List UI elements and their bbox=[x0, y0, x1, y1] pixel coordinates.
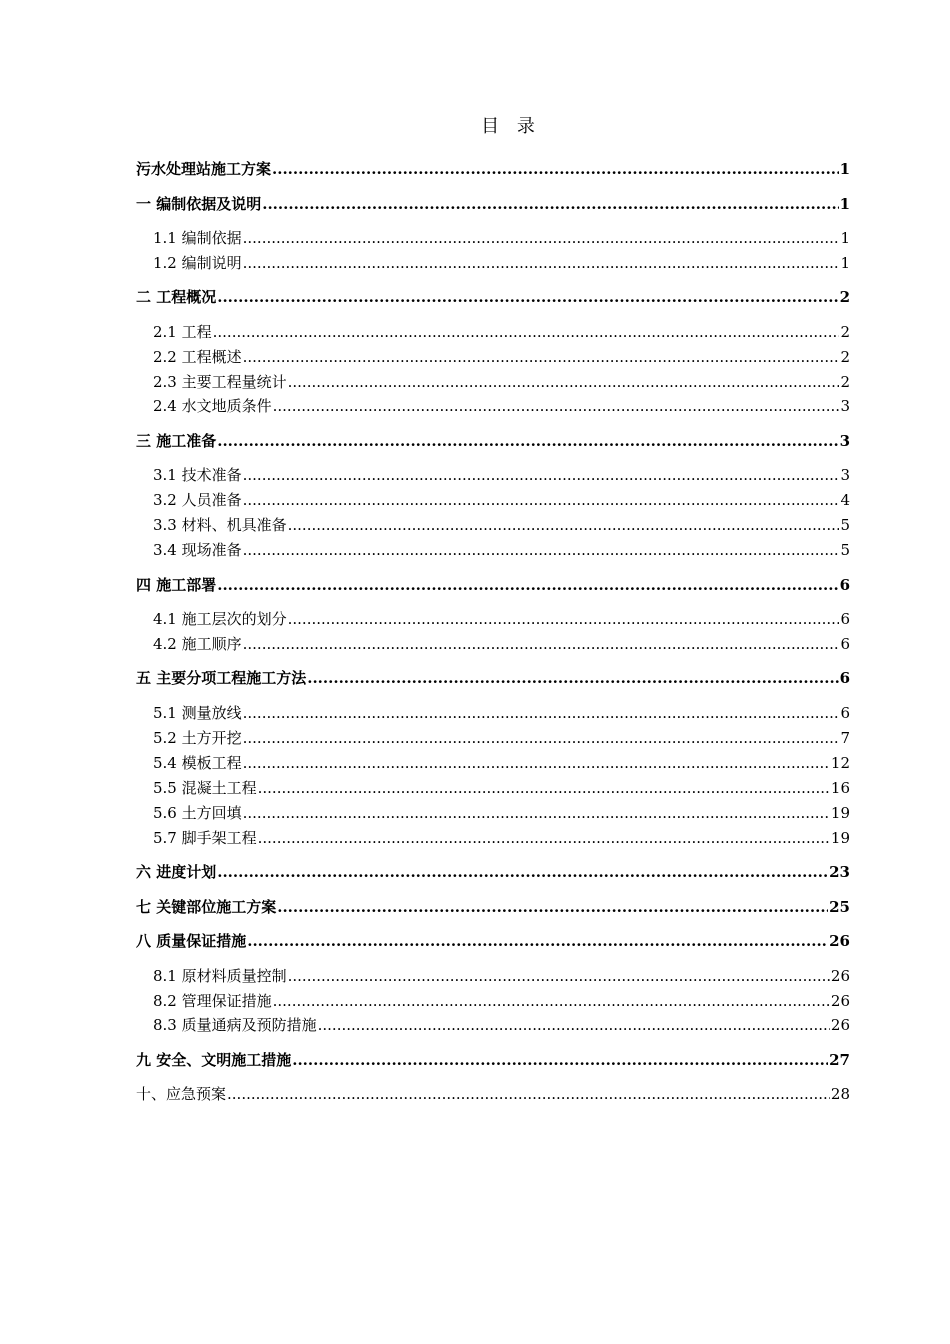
toc-entry-page-number: 3 bbox=[840, 466, 850, 484]
toc-entry-label: 5.5 混凝土工程 bbox=[153, 779, 257, 797]
toc-entry-page-number: 2 bbox=[839, 288, 850, 306]
toc-entry-page-number: 6 bbox=[840, 635, 850, 653]
toc-entry-page-number: 12 bbox=[830, 754, 850, 772]
toc-entry[interactable] bbox=[136, 432, 850, 450]
toc-leader-dots bbox=[213, 323, 840, 341]
toc-entry-page-number: 1 bbox=[839, 195, 850, 213]
toc-leader-dots bbox=[292, 1051, 828, 1069]
toc-entry-page-number: 23 bbox=[829, 863, 850, 881]
toc-entry[interactable] bbox=[153, 992, 850, 1010]
toc-entry-label: 五 主要分项工程施工方法 bbox=[136, 669, 307, 687]
toc-entry-page-number: 27 bbox=[829, 1051, 850, 1069]
toc-entry-label: 1.1 编制依据 bbox=[153, 229, 242, 247]
toc-leader-dots bbox=[307, 669, 838, 687]
toc-leader-dots bbox=[243, 754, 830, 772]
toc-entry[interactable] bbox=[136, 576, 850, 594]
toc-entry[interactable] bbox=[153, 491, 850, 509]
toc-entry-page-number: 28 bbox=[830, 1085, 850, 1103]
toc-leader-dots bbox=[258, 779, 830, 797]
toc-entry-page-number: 7 bbox=[840, 729, 850, 747]
toc-entry-label: 污水处理站施工方案 bbox=[136, 160, 272, 178]
toc-entry[interactable] bbox=[153, 254, 850, 272]
toc-entry[interactable] bbox=[153, 804, 850, 822]
toc-entry[interactable] bbox=[153, 967, 850, 985]
toc-entry-page-number: 2 bbox=[840, 373, 850, 391]
toc-entry-label: 2.3 主要工程量统计 bbox=[153, 373, 287, 391]
toc-entry[interactable] bbox=[136, 898, 850, 916]
toc-entry[interactable] bbox=[153, 348, 850, 366]
toc-entry-label: 4.2 施工顺序 bbox=[153, 635, 242, 653]
toc-leader-dots bbox=[243, 491, 840, 509]
toc-leader-dots bbox=[247, 932, 828, 950]
toc-entry-label: 三 施工准备 bbox=[136, 432, 217, 450]
toc-leader-dots bbox=[217, 576, 838, 594]
toc-leader-dots bbox=[217, 288, 838, 306]
toc-entry-label: 六 进度计划 bbox=[136, 863, 217, 881]
toc-entry-label: 二 工程概况 bbox=[136, 288, 217, 306]
toc-entry-page-number: 2 bbox=[840, 348, 850, 366]
toc-leader-dots bbox=[243, 229, 840, 247]
toc-leader-dots bbox=[272, 160, 839, 178]
toc-entry-page-number: 3 bbox=[840, 397, 850, 415]
toc-entry-label: 八 质量保证措施 bbox=[136, 932, 247, 950]
toc-entry-page-number: 1 bbox=[840, 254, 850, 272]
toc-leader-dots bbox=[243, 729, 840, 747]
toc-leader-dots bbox=[243, 804, 830, 822]
toc-leader-dots bbox=[243, 466, 840, 484]
toc-leader-dots bbox=[227, 1085, 830, 1103]
toc-entry-page-number: 16 bbox=[830, 779, 850, 797]
toc-entry-page-number: 25 bbox=[829, 898, 850, 916]
toc-entry-label: 2.1 工程 bbox=[153, 323, 212, 341]
toc-entry-page-number: 3 bbox=[839, 432, 850, 450]
toc-leader-dots bbox=[288, 610, 840, 628]
toc-entry-page-number: 6 bbox=[839, 669, 850, 687]
toc-entry[interactable] bbox=[136, 863, 850, 881]
toc-entry-page-number: 5 bbox=[840, 516, 850, 534]
toc-entry-label: 5.1 测量放线 bbox=[153, 704, 242, 722]
toc-entry-page-number: 4 bbox=[840, 491, 850, 509]
toc-entry[interactable] bbox=[153, 229, 850, 247]
toc-entry-page-number: 26 bbox=[830, 1016, 850, 1034]
toc-entry[interactable] bbox=[153, 1016, 850, 1034]
toc-leader-dots bbox=[318, 1016, 830, 1034]
toc-entry[interactable] bbox=[153, 373, 850, 391]
toc-entry[interactable] bbox=[153, 466, 850, 484]
toc-entry-label: 8.2 管理保证措施 bbox=[153, 992, 272, 1010]
toc-entry[interactable] bbox=[153, 829, 850, 847]
toc-leader-dots bbox=[273, 397, 840, 415]
toc-entry[interactable] bbox=[136, 160, 850, 178]
toc-entry-label: 3.3 材料、机具准备 bbox=[153, 516, 287, 534]
toc-entry[interactable] bbox=[153, 729, 850, 747]
toc-entry-label: 5.4 模板工程 bbox=[153, 754, 242, 772]
toc-entry-page-number: 26 bbox=[830, 967, 850, 985]
toc-leader-dots bbox=[273, 992, 830, 1010]
toc-entry-page-number: 26 bbox=[830, 992, 850, 1010]
toc-entry-page-number: 6 bbox=[840, 704, 850, 722]
toc-entry-label: 4.1 施工层次的划分 bbox=[153, 610, 287, 628]
toc-leader-dots bbox=[277, 898, 828, 916]
toc-entry-label: 1.2 编制说明 bbox=[153, 254, 242, 272]
toc-leader-dots bbox=[243, 254, 840, 272]
toc-entry-page-number: 6 bbox=[839, 576, 850, 594]
toc-entry[interactable] bbox=[136, 1051, 850, 1069]
toc-entry-label: 2.2 工程概述 bbox=[153, 348, 242, 366]
toc-entry-page-number: 26 bbox=[829, 932, 850, 950]
toc-entry[interactable] bbox=[153, 516, 850, 534]
toc-leader-dots bbox=[288, 516, 840, 534]
toc-leader-dots bbox=[258, 829, 830, 847]
toc-leader-dots bbox=[243, 541, 840, 559]
toc-entry[interactable] bbox=[153, 754, 850, 772]
toc-entry-label: 一 编制依据及说明 bbox=[136, 195, 262, 213]
toc-leader-dots bbox=[288, 373, 840, 391]
toc-entry-label: 5.6 土方回填 bbox=[153, 804, 242, 822]
toc-entry[interactable] bbox=[136, 932, 850, 950]
toc-entry-label: 3.4 现场准备 bbox=[153, 541, 242, 559]
toc-title: 目 录 bbox=[481, 116, 541, 137]
toc-leader-dots bbox=[288, 967, 830, 985]
toc-entry[interactable] bbox=[136, 288, 850, 306]
toc-entry[interactable] bbox=[136, 669, 850, 687]
toc-entry-label: 四 施工部署 bbox=[136, 576, 217, 594]
toc-entry-label: 8.3 质量通病及预防措施 bbox=[153, 1016, 317, 1034]
toc-entry-page-number: 1 bbox=[839, 160, 850, 178]
toc-entry-label: 8.1 原材料质量控制 bbox=[153, 967, 287, 985]
toc-entry-page-number: 19 bbox=[830, 829, 850, 847]
toc-leader-dots bbox=[243, 635, 840, 653]
toc-leader-dots bbox=[217, 432, 838, 450]
toc-entry-label: 3.1 技术准备 bbox=[153, 466, 242, 484]
toc-entry-page-number: 2 bbox=[840, 323, 850, 341]
toc-entry-label: 九 安全、文明施工措施 bbox=[136, 1051, 292, 1069]
toc-entry[interactable] bbox=[153, 323, 850, 341]
toc-leader-dots bbox=[243, 348, 840, 366]
toc-entry-page-number: 19 bbox=[830, 804, 850, 822]
toc-leader-dots bbox=[243, 704, 840, 722]
toc-entry[interactable] bbox=[153, 397, 850, 415]
toc-entry-page-number: 6 bbox=[840, 610, 850, 628]
toc-leader-dots bbox=[217, 863, 828, 881]
toc-entry[interactable] bbox=[153, 779, 850, 797]
toc-entry-label: 十、应急预案 bbox=[136, 1085, 227, 1103]
toc-entry-label: 5.2 土方开挖 bbox=[153, 729, 242, 747]
toc-entry[interactable] bbox=[153, 635, 850, 653]
toc-entry-label: 2.4 水文地质条件 bbox=[153, 397, 272, 415]
toc-leader-dots bbox=[262, 195, 838, 213]
toc-entry[interactable] bbox=[136, 1085, 850, 1103]
toc-entry-label: 七 关键部位施工方案 bbox=[136, 898, 277, 916]
toc-entry-label: 5.7 脚手架工程 bbox=[153, 829, 257, 847]
toc-entry[interactable] bbox=[136, 195, 850, 213]
toc-entry-label: 3.2 人员准备 bbox=[153, 491, 242, 509]
toc-entry-page-number: 5 bbox=[840, 541, 850, 559]
toc-entry[interactable] bbox=[153, 610, 850, 628]
toc-entry-page-number: 1 bbox=[840, 229, 850, 247]
toc-entry[interactable] bbox=[153, 704, 850, 722]
toc-entry[interactable] bbox=[153, 541, 850, 559]
